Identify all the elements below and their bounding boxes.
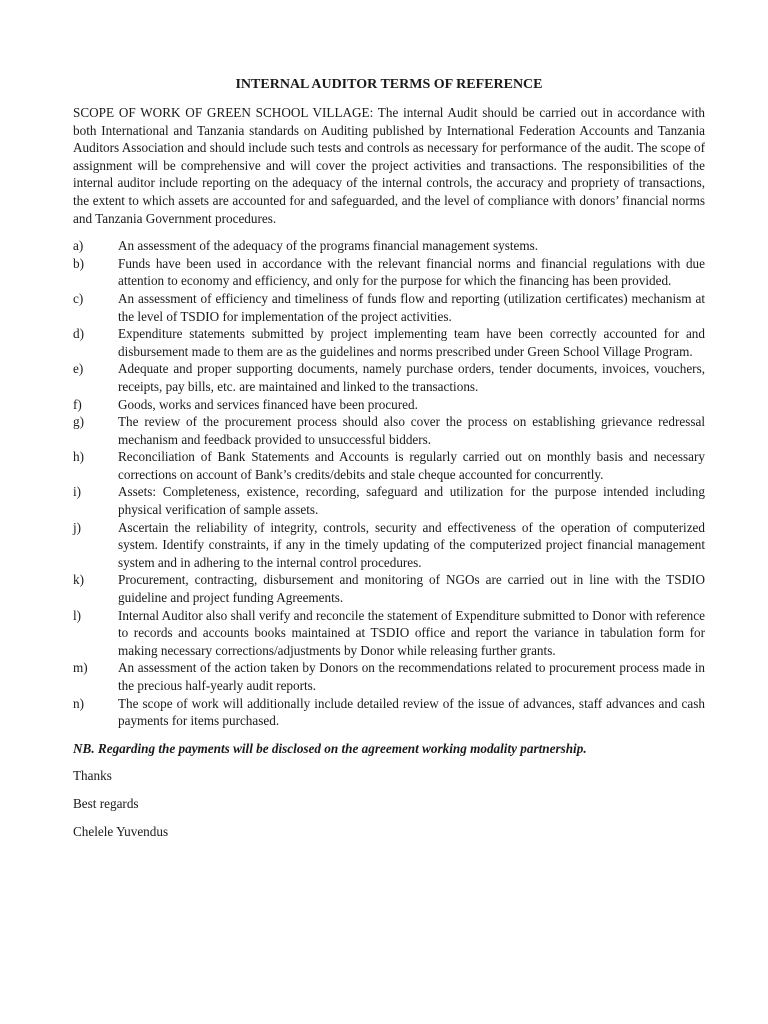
- document-title: INTERNAL AUDITOR TERMS OF REFERENCE: [235, 77, 543, 92]
- list-marker: i): [73, 484, 82, 500]
- closing-thanks: Thanks: [73, 768, 112, 784]
- list-item: [73, 360, 705, 395]
- list-marker: e): [73, 361, 84, 377]
- list-item: [73, 237, 705, 255]
- list-item-text: The review of the procurement process should also cover the process on establishing grievance redressal mechanism and feedback provided to unsuccessful bidders.: [118, 414, 705, 447]
- list-marker: l): [73, 607, 82, 623]
- list-marker: m): [73, 660, 88, 676]
- list-marker: b): [73, 255, 84, 271]
- list-item: [73, 325, 705, 360]
- list-marker: j): [73, 519, 82, 535]
- list-marker: a): [73, 238, 84, 254]
- list-item-text: An assessment of the adequacy of the programs financial management systems.: [118, 238, 539, 254]
- list-marker: f): [73, 396, 82, 412]
- document-page: [73, 76, 705, 840]
- scope-paragraph: SCOPE OF WORK OF GREEN SCHOOL VILLAGE: The internal Audit should be carried out in accordance with both International and Tanzania standards on Auditing published by International Federation Accounts and Tanzania Auditors Association and should include such tests and controls as necessary for performance of the audit. The scope of assignment will be comprehensive and will cover the project activities and transactions. The responsibilities of the internal auditor include reporting on the adequacy of the internal controls, the accuracy and propriety of transactions, the extent to which assets are accounted for and safeguarded, and the level of compliance with donors’ financial norms and Tanzania Government procedures.: [73, 105, 705, 226]
- signature-name: Chelele Yuvendus: [73, 823, 169, 839]
- list-item: [73, 396, 705, 414]
- list-marker: g): [73, 414, 84, 430]
- list-item: [73, 448, 705, 483]
- closing-regards: Best regards: [73, 795, 139, 811]
- list-item: [73, 695, 705, 730]
- nb-note: NB. Regarding the payments will be disclosed on the agreement working modality partnership.: [73, 740, 587, 756]
- list-item: [73, 607, 705, 660]
- list-marker: c): [73, 290, 84, 306]
- list-item: [73, 290, 705, 325]
- list-marker: d): [73, 326, 84, 342]
- list-item: [73, 519, 705, 572]
- responsibilities-list: [73, 237, 705, 730]
- list-item-text: Expenditure statements submitted by project implementing team have been correctly accounted for and disbursement made to them are as the guidelines and norms prescribed under Green School Village Program.: [118, 326, 705, 359]
- list-marker: n): [73, 695, 84, 711]
- list-item-text: Funds have been used in accordance with the relevant financial norms and financial regulations with due attention to economy and efficiency, and only for the purpose for which the financing has been provided.: [118, 255, 705, 289]
- list-item-text: Assets: Completeness, existence, recording, safeguard and utilization for the purpose intended including physical verification of sample assets.: [118, 484, 705, 518]
- list-marker: k): [73, 572, 84, 588]
- list-item-text: Procurement, contracting, disbursement and monitoring of NGOs are carried out in line with the TSDIO guideline and project funding Agreements.: [118, 572, 705, 606]
- list-item: [73, 659, 705, 694]
- list-item-text: Adequate and proper supporting documents, namely purchase orders, tender documents, invoices, vouchers, receipts, pay bills, etc. are maintained and linked to the transactions.: [118, 361, 705, 394]
- list-item-text: The scope of work will additionally include detailed review of the issue of advances, staff advances and cash payments for items purchased.: [118, 695, 705, 729]
- list-item-text: An assessment of efficiency and timeliness of funds flow and reporting (utilization certificates) mechanism at the level of TSDIO for implementation of the project activities.: [118, 290, 705, 324]
- list-item: [73, 413, 705, 448]
- list-item-text: An assessment of the action taken by Donors on the recommendations related to procurement process made in the precious half-yearly audit reports.: [118, 660, 705, 693]
- list-item: [73, 571, 705, 606]
- list-item-text: Goods, works and services financed have been procured.: [118, 396, 418, 412]
- list-marker: h): [73, 449, 84, 465]
- list-item-text: Reconciliation of Bank Statements and Accounts is regularly carried out on monthly basis and necessary corrections on account of Bank’s credits/debits and stale cheque accounted for concurrently.: [118, 449, 705, 482]
- list-item-text: Ascertain the reliability of integrity, controls, security and effectiveness of the operation of computerized system. Identify constraints, if any in the timely updating of the computerized project financial management system and in adhering to the internal control procedures.: [118, 519, 705, 570]
- list-item: [73, 483, 705, 518]
- list-item-text: Internal Auditor also shall verify and reconcile the statement of Expenditure submitted to Donor with reference to records and accounts books maintained at TSDIO office and report the variance in tabulation form for making necessary corrections/adjustments by Donor while releasing further grants.: [118, 607, 705, 658]
- list-item: [73, 255, 705, 290]
